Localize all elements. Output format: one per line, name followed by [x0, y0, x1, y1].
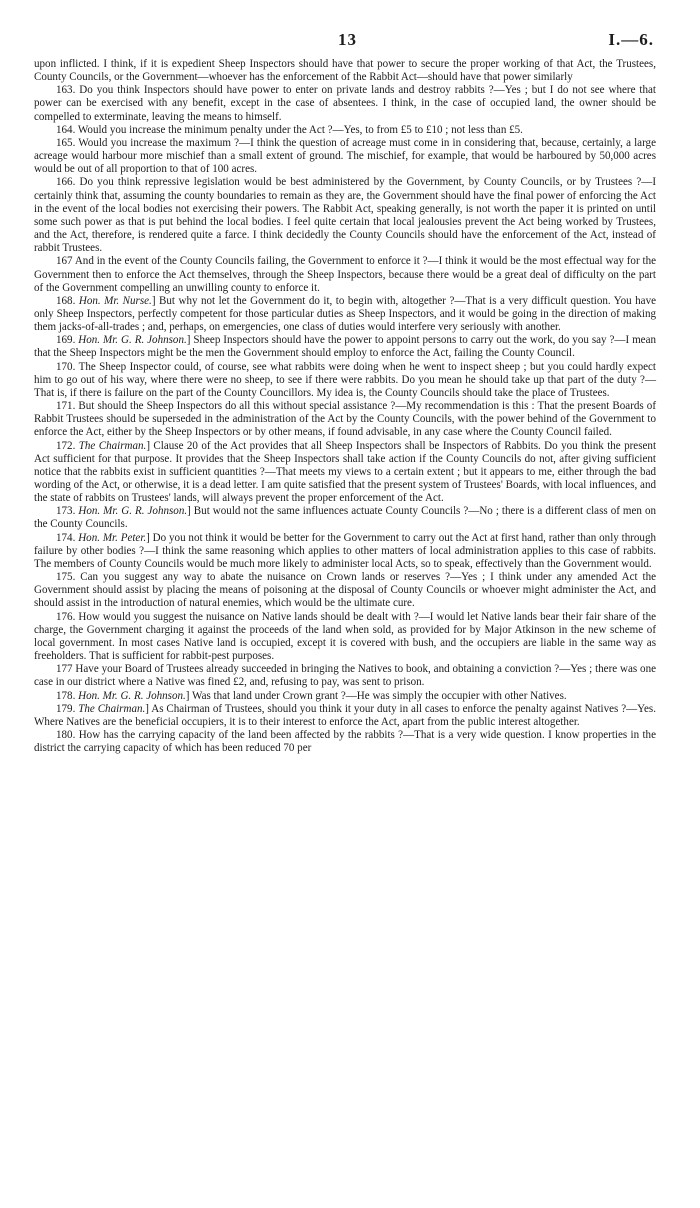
paragraph: 171. But should the Sheep Inspectors do all this without special assistance ?—My recommendation is this : That the present Boards of Rabbit Trustees should be superseded in the administration of the Act by the County Councils, with the power behind of the Government to enforce the Act, either by the Sheep Inspectors or by other means, if found advisable, in any case where the County Council failed. — [34, 400, 656, 439]
document-page — [34, 30, 656, 755]
paper-reference: I.—6. — [608, 30, 654, 49]
question-number: 173. — [56, 505, 79, 518]
paragraph: 163. Do you think Inspectors should have power to enter on private lands and destroy rabbits ?—Yes ; but I do not see where that power can be exercised with any benefit, except in the case of absentees. I think, in the case of occupied land, the owner should be compelled to exterminate, leaving the means to himself. — [34, 84, 656, 123]
paragraph-text: ] As Chairman of Trustees, should you think it your duty in all cases to enforce the penalty against Natives ?—Yes. Where Natives are the beneficial occupiers, it is to their interest to enforce the Act, apart from the public interest altogether. — [34, 702, 656, 728]
paragraph-text: ] Do you not think it would be better for the Government to carry out the Act at first hand, rather than only through failure by other bodies ?—I think the same reasoning which applies to other matters of local administration applies to this case of rabbits. The members of County Councils would be much more likely to administer local Acts, so to speak, effectively than the Government would. — [34, 531, 656, 570]
question-number: 178. — [56, 689, 79, 702]
paragraph — [34, 295, 656, 334]
speaker-name: Hon. Mr. Peter. — [78, 531, 147, 544]
speaker-name: Hon. Mr. G. R. Johnson. — [78, 689, 186, 702]
speaker-name: Hon. Mr. G. R. Johnson. — [78, 505, 188, 518]
paragraph: 177 Have your Board of Trustees already succeeded in bringing the Natives to book, and obtaining a conviction ?—Yes ; there was one case in our district where a Native was fined £2, and, refusing to pay, was sent to prison. — [34, 663, 656, 689]
page-header — [34, 30, 656, 54]
question-number: 172. — [56, 439, 79, 452]
question-number: 168. — [56, 294, 79, 307]
paragraph: 176. How would you suggest the nuisance on Native lands should be dealt with ?—I would let Native lands bear their fair share of the charge, the Government charging it against the proceeds of the land when sold, as provided for by Major Atkinson in the new scheme of local government. In most cases Native land is occupied, except it is covered with bush, and the occupiers are liable in the same way as freeholders. That is sufficient for rabbit-pest purposes. — [34, 610, 656, 663]
paragraph — [34, 532, 656, 571]
evidence-text — [34, 58, 656, 755]
paragraph-text: ] But would not the same influences actuate County Councils ?—No ; there is a different class of men on the County Councils. — [34, 505, 657, 531]
paragraph-text: ] Clause 20 of the Act provides that all Sheep Inspectors shall be Inspectors of Rabbits. Do you think the present Act sufficient for that purpose. It provides that the Sheep Inspectors shall take action if the County Councils do not, after giving sufficient notice that the rabbits exist in sufficient quantities ?—That meets my views to a certain extent ; but it appears to me, either through the bad wording of the Act, or otherwise, it is a dead letter. I am quite satisfied that the present system of Trustees' Boards, with local influences, and the state of rabbits on Trustees' lands, will always prevent the proper enforcement of the Act. — [34, 439, 657, 505]
speaker-name: The Chairman. — [78, 439, 147, 452]
page-number: 13 — [338, 30, 357, 49]
paragraph — [34, 690, 656, 703]
speaker-name: Hon. Mr. G. R. Johnson. — [78, 334, 187, 347]
speaker-name: The Chairman. — [78, 702, 146, 715]
paragraph — [34, 703, 656, 729]
paragraph — [34, 505, 656, 531]
paragraph — [34, 440, 656, 506]
paragraph-text: ] But why not let the Government do it, to begin with, altogether ?—That is a very difficult question. You have only Sheep Inspectors, perfectly competent for those particular duties as Sheep Inspectors, and it would be going in the direction of making them jacks-of-all-trades ; and, perhaps, on emergencies, one class of duties would interfere very seriously with another. — [34, 294, 656, 334]
question-number: 179. — [56, 702, 79, 715]
paragraph: 166. Do you think repressive legislation would be best administered by the Government, by County Councils, or by Trustees ?—I certainly think that, assuming the county boundaries to remain as they are, the Government should have the final power of enforcing the Act in the event of the local bodies not exercising their powers. The Rabbit Act, speaking generally, is not worth the paper it is printed on until some such power as that is put behind the local bodies. I feel quite certain that local jealousies prevent the Act being worked by Trustees, and the Act, therefore, is rendered quite a farce. I think decidedly the County Councils should have the enforcement of the Act, instead of rabbit Trustees. — [34, 176, 656, 255]
paragraph: 180. How has the carrying capacity of the land been affected by the rabbits ?—That is a very wide question. I know properties in the district the carrying capacity of which has been reduced 70 per — [34, 728, 656, 755]
paragraph-text: ] Was that land under Crown grant ?—He was simply the occupier with other Natives. — [185, 689, 567, 702]
paragraph: 165. Would you increase the maximum ?—I think the question of acreage must come in in considering that, because, certainly, a large acreage would harbour more mischief than a small extent of ground. The mischief, for example, that would be harboured by 50,000 acres would be out of all proportion to that of 100 acres. — [34, 136, 656, 176]
paragraph: 167 And in the event of the County Councils failing, the Government to enforce it ?—I think it would be the most effectual way for the Government then to enforce the Act themselves, through the Sheep Inspectors, because there would be a great deal of difficulty on the part of the Government compelling an unwilling county to enforce it. — [34, 255, 656, 294]
question-number: 174. — [56, 531, 79, 544]
paragraph: 175. Can you suggest any way to abate the nuisance on Crown lands or reserves ?—Yes ; I think under any amended Act the Government should assist by placing the means of poisoning at the disposal of County Councils or whoever might administer the Act, and should assist in the introduction of natural enemies, which would be the ultimate cure. — [34, 571, 656, 610]
paragraph: upon inflicted. I think, if it is expedient Sheep Inspectors should have that power to secure the proper working of that Act, the Trustees, County Councils, or the Government—whoever has the enforcement of the Rabbit Act—should have that power similarly — [34, 58, 656, 84]
paragraph: 170. The Sheep Inspector could, of course, see what rabbits were doing when he went to inspect sheep ; but you could hardly expect him to go out of his way, where there were no sheep, to see if there were rabbits. Do you mean he should take up that part of the duty ?—That is, if there is failure on the part of the County Councillors. My idea is, the County Councils should take the place of Trustees. — [34, 360, 656, 399]
question-number: 169. — [56, 334, 79, 347]
paragraph-text: ] Sheep Inspectors should have the power to appoint persons to carry out the work, do you say ?—I mean that the Sheep Inspectors might be the men the Government should employ to enforce the Act, failing the County Council. — [34, 334, 656, 360]
paragraph: 164. Would you increase the minimum penalty under the Act ?—Yes, to from £5 to £10 ; not less than £5. — [56, 123, 523, 136]
paragraph — [34, 334, 656, 360]
speaker-name: Hon. Mr. Nurse. — [78, 294, 152, 307]
